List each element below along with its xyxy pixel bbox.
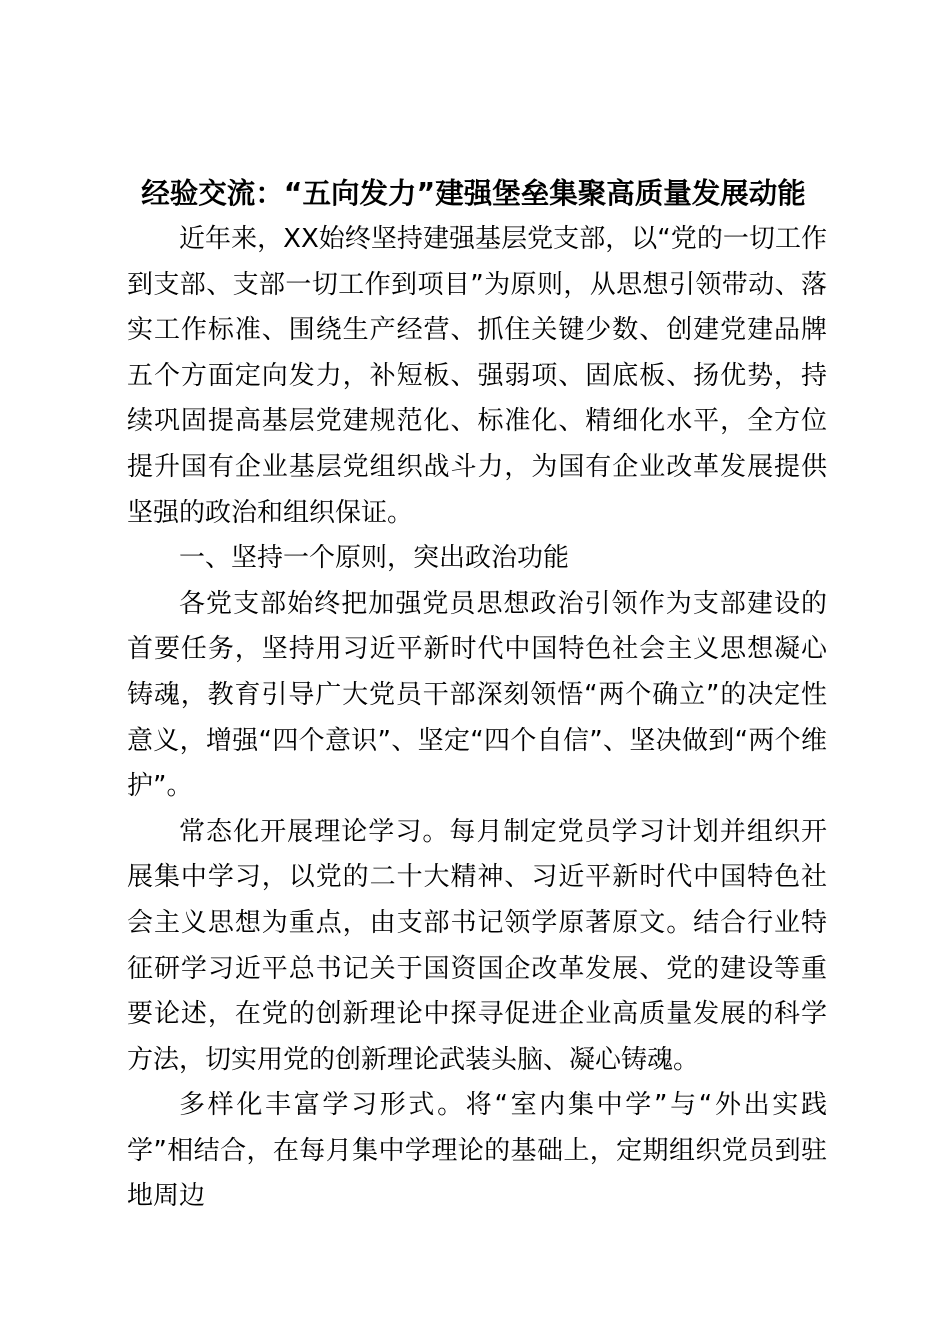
document-page (127, 171, 827, 1220)
paragraph-section-1: 各党支部始终把加强党员思想政治引领作为支部建设的首要任务，坚持用习近平新时代中国特色社会主义思想凝心铸魂，教育引导广大党员干部深刻领悟“两个确立”的决定性意义，增强“四个意识”、坚定“四个自信”、坚决做到“两个维护”。 (127, 588, 827, 802)
paragraph-study-forms: 多样化丰富学习形式。将“室内集中学”与“外出实践学”相结合，在每月集中学理论的基础上，定期组织党员到驻地周边 (127, 1090, 827, 1212)
section-heading-1: 一、坚持一个原则，突出政治功能 (179, 543, 570, 574)
paragraph-theory-study: 常态化开展理论学习。每月制定党员学习计划并组织开展集中学习，以党的二十大精神、习近平新时代中国特色社会主义思想为重点，由支部书记领学原著原文。结合行业特征研学习近平总书记关于国资国企改革发展、党的建设等重要论述，在党的创新理论中探寻促进企业高质量发展的科学方法，切实用党的创新理论武装头脑、凝心铸魂。 (127, 816, 827, 1075)
document-title: 经验交流：“五向发力”建强堡垒集聚高质量发展动能 (141, 177, 806, 210)
paragraph-intro: 近年来，XX始终坚持建强基层党支部，以“党的一切工作到支部、支部一切工作到项目”为原则，从思想引领带动、落实工作标准、围绕生产经营、抓住关键少数、创建党建品牌五个方面定向发力，补短板、强弱项、固底板、扬优势，持续巩固提高基层党建规范化、标准化、精细化水平，全方位提升国有企业基层党组织战斗力，为国有企业改革发展提供坚强的政治和组织保证。 (127, 224, 827, 528)
